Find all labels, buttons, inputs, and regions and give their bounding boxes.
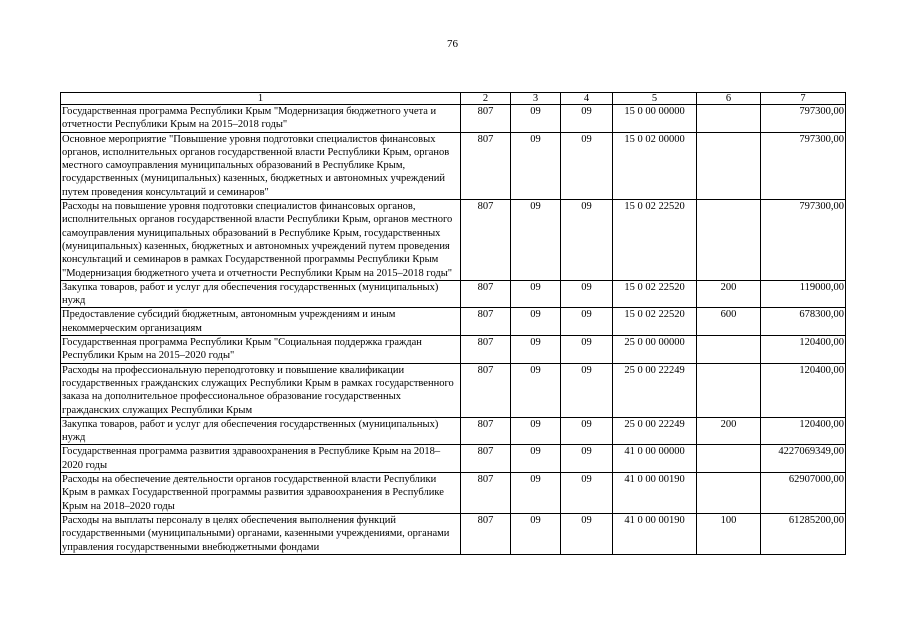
target-article-cell: 15 0 02 00000: [613, 132, 697, 199]
subsection-cell: 09: [561, 513, 613, 554]
expense-type-cell: [697, 445, 761, 473]
target-article-cell: 25 0 00 22249: [613, 363, 697, 417]
expense-name-cell: Расходы на профессиональную переподготовку и повышение квалификации государственных гражданских служащих Республики Крым в рамках государственного заказа на дополнительное профессиональное образование государственных гражданских служащих Республики Крым: [61, 363, 461, 417]
code-cell: 807: [461, 132, 511, 199]
target-article-cell: 41 0 00 00000: [613, 445, 697, 473]
target-article-cell: 15 0 02 22520: [613, 280, 697, 308]
table-row: [61, 132, 846, 199]
amount-cell: 61285200,00: [761, 513, 846, 554]
page-number: 76: [447, 38, 458, 50]
table-row: [61, 473, 846, 514]
amount-cell: 797300,00: [761, 132, 846, 199]
subsection-cell: 09: [561, 417, 613, 445]
target-article-cell: 41 0 00 00190: [613, 473, 697, 514]
code-cell: 807: [461, 473, 511, 514]
amount-cell: 120400,00: [761, 363, 846, 417]
code-cell: 807: [461, 280, 511, 308]
amount-cell: 120400,00: [761, 417, 846, 445]
amount-cell: 62907000,00: [761, 473, 846, 514]
expense-name-cell: Закупка товаров, работ и услуг для обеспечения государственных (муниципальных) нужд: [61, 417, 461, 445]
expense-type-cell: [697, 473, 761, 514]
section-cell: 09: [511, 105, 561, 133]
subsection-cell: 09: [561, 363, 613, 417]
subsection-cell: 09: [561, 200, 613, 281]
code-cell: 807: [461, 445, 511, 473]
table-row: [61, 445, 846, 473]
amount-cell: 119000,00: [761, 280, 846, 308]
expense-name-cell: Предоставление субсидий бюджетным, автономным учреждениям и иным некоммерческим организациям: [61, 308, 461, 336]
target-article-cell: 25 0 00 00000: [613, 336, 697, 364]
amount-cell: 120400,00: [761, 336, 846, 364]
table-header-row: [61, 93, 846, 105]
code-cell: 807: [461, 200, 511, 281]
section-cell: 09: [511, 200, 561, 281]
expense-name-cell: Основное мероприятие "Повышение уровня подготовки специалистов финансовых органов, исполнительных органов государственной власти Республики Крым, органов местного самоуправления муниципальных образований в Республике Крым, государственных (муниципальных) казенных, бюджетных и автономных учреждений путем проведения консультаций и семинаров": [61, 132, 461, 199]
amount-cell: 4227069349,00: [761, 445, 846, 473]
section-cell: 09: [511, 473, 561, 514]
expense-type-cell: [697, 132, 761, 199]
section-cell: 09: [511, 363, 561, 417]
expense-name-cell: Государственная программа Республики Крым "Модернизация бюджетного учета и отчетности Республики Крым на 2015–2018 годы": [61, 105, 461, 133]
target-article-cell: 15 0 02 22520: [613, 200, 697, 281]
target-article-cell: 25 0 00 22249: [613, 417, 697, 445]
expense-type-cell: [697, 105, 761, 133]
code-cell: 807: [461, 363, 511, 417]
code-cell: 807: [461, 308, 511, 336]
subsection-cell: 09: [561, 132, 613, 199]
subsection-cell: 09: [561, 473, 613, 514]
column-header: 2: [461, 93, 511, 105]
section-cell: 09: [511, 513, 561, 554]
section-cell: 09: [511, 417, 561, 445]
subsection-cell: 09: [561, 308, 613, 336]
section-cell: 09: [511, 308, 561, 336]
expense-name-cell: Закупка товаров, работ и услуг для обеспечения государственных (муниципальных) нужд: [61, 280, 461, 308]
column-header: 6: [697, 93, 761, 105]
expense-type-cell: [697, 336, 761, 364]
column-header: 3: [511, 93, 561, 105]
target-article-cell: 15 0 02 22520: [613, 308, 697, 336]
expense-type-cell: [697, 200, 761, 281]
section-cell: 09: [511, 445, 561, 473]
target-article-cell: 41 0 00 00190: [613, 513, 697, 554]
subsection-cell: 09: [561, 336, 613, 364]
expense-name-cell: Расходы на повышение уровня подготовки специалистов финансовых органов, исполнительных органов государственной власти Республики Крым, органов местного самоуправления муниципальных образований в Республике Крым, государственных (муниципальных) казенных, бюджетных и автономных учреждений путем проведения консультаций и семинаров в рамках Государственной программы Республики Крым "Модернизация бюджетного учета и отчетности Республики Крым на 2015–2018 годы": [61, 200, 461, 281]
table-row: [61, 363, 846, 417]
column-header: 4: [561, 93, 613, 105]
expense-type-cell: 200: [697, 417, 761, 445]
budget-table: [60, 92, 846, 555]
table-row: [61, 105, 846, 133]
expense-name-cell: Государственная программа развития здравоохранения в Республике Крым на 2018–2020 годы: [61, 445, 461, 473]
table-row: [61, 513, 846, 554]
amount-cell: 797300,00: [761, 200, 846, 281]
expense-type-cell: [697, 363, 761, 417]
expense-name-cell: Расходы на выплаты персоналу в целях обеспечения выполнения функций государственными (муниципальными) органами, казенными учреждениями, органами управления государственными внебюджетными фондами: [61, 513, 461, 554]
expense-type-cell: 200: [697, 280, 761, 308]
column-header: 7: [761, 93, 846, 105]
amount-cell: 678300,00: [761, 308, 846, 336]
expense-type-cell: 600: [697, 308, 761, 336]
section-cell: 09: [511, 132, 561, 199]
code-cell: 807: [461, 105, 511, 133]
section-cell: 09: [511, 336, 561, 364]
code-cell: 807: [461, 336, 511, 364]
subsection-cell: 09: [561, 445, 613, 473]
subsection-cell: 09: [561, 105, 613, 133]
column-header: 1: [61, 93, 461, 105]
expense-name-cell: Расходы на обеспечение деятельности органов государственной власти Республики Крым в рамках Государственной программы развития здравоохранения в Республике Крым на 2018–2020 годы: [61, 473, 461, 514]
code-cell: 807: [461, 513, 511, 554]
code-cell: 807: [461, 417, 511, 445]
table-row: [61, 308, 846, 336]
column-header: 5: [613, 93, 697, 105]
table-row: [61, 417, 846, 445]
expense-name-cell: Государственная программа Республики Крым "Социальная поддержка граждан Республики Крым на 2015–2020 годы": [61, 336, 461, 364]
table-row: [61, 200, 846, 281]
amount-cell: 797300,00: [761, 105, 846, 133]
target-article-cell: 15 0 00 00000: [613, 105, 697, 133]
subsection-cell: 09: [561, 280, 613, 308]
section-cell: 09: [511, 280, 561, 308]
table-row: [61, 280, 846, 308]
expense-type-cell: 100: [697, 513, 761, 554]
table-row: [61, 336, 846, 364]
